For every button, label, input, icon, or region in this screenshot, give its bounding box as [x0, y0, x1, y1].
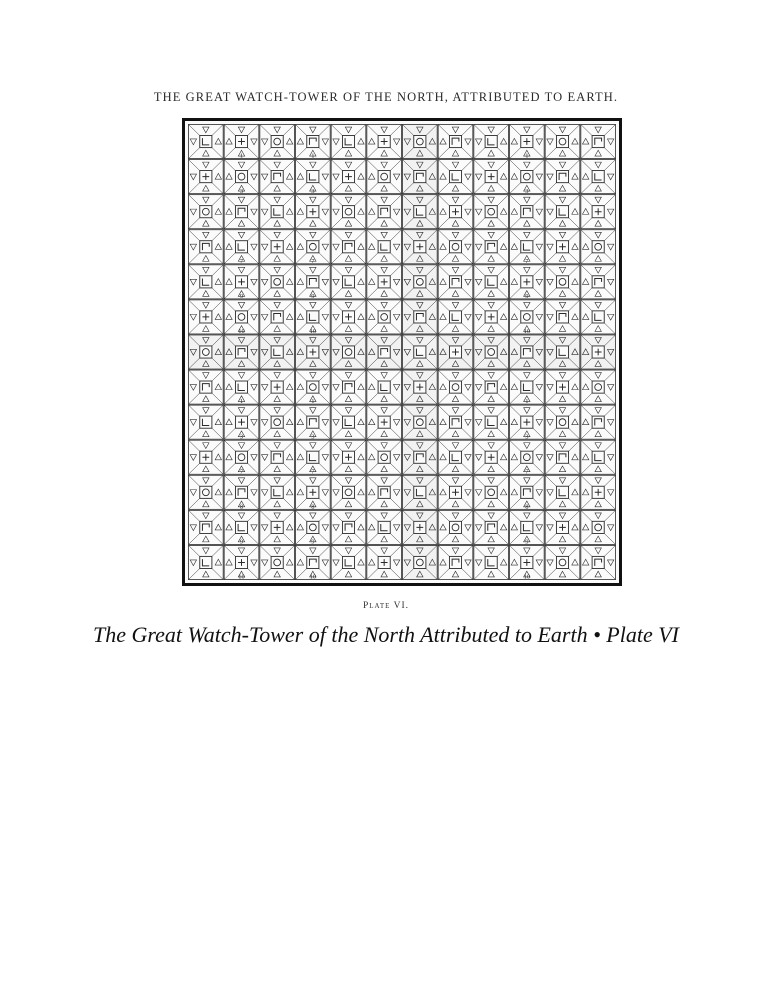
- plate-label: Plate VI.: [363, 601, 409, 611]
- tablet-cell: [402, 440, 438, 475]
- tablet-cell: [545, 510, 581, 545]
- tablet-cell: [580, 370, 616, 405]
- tablet-cell: [473, 194, 509, 229]
- tablet-cell: [224, 334, 260, 369]
- tablet-cell: [259, 264, 295, 299]
- tablet-cell: [259, 475, 295, 510]
- tablet-cell: [331, 194, 367, 229]
- tablet-cell: [438, 475, 474, 510]
- tablet-cell: [366, 440, 402, 475]
- tablet-cell: [366, 545, 402, 580]
- tablet-cell: [331, 159, 367, 194]
- tablet-cell: [438, 334, 474, 369]
- tablet-cell: [259, 440, 295, 475]
- tablet-cell: [366, 299, 402, 334]
- row-number: 3: [525, 433, 529, 441]
- tablet-cell: [331, 334, 367, 369]
- tablet-cell: [402, 299, 438, 334]
- tablet-cell: [545, 440, 581, 475]
- tablet-cell: [580, 159, 616, 194]
- tablet-cell: [366, 475, 402, 510]
- tablet-cell: [473, 124, 509, 159]
- row-number: 9: [239, 292, 244, 300]
- tablet-cell: [188, 440, 224, 475]
- tablet-cell: [580, 124, 616, 159]
- tablet-cell: [473, 475, 509, 510]
- tablet-cell: [259, 124, 295, 159]
- row-number: 8: [525, 503, 529, 511]
- tablet-cell: [188, 405, 224, 440]
- tablet-cell: [438, 124, 474, 159]
- enochian-tablet-grid: [188, 124, 616, 580]
- row-number: 7: [525, 257, 529, 265]
- tablet-cell: [188, 229, 224, 264]
- tablet-cell: [259, 299, 295, 334]
- tablet-cell: [295, 194, 331, 229]
- tablet-cell: [331, 405, 367, 440]
- tablet-cell: [580, 264, 616, 299]
- row-number: 8: [311, 503, 315, 511]
- tablet-cell: [331, 229, 367, 264]
- tablet-cell: [473, 545, 509, 580]
- tablet-cell: [545, 299, 581, 334]
- row-number: 7: [311, 257, 315, 265]
- tablet-cell: [473, 440, 509, 475]
- tablet-cell: [438, 510, 474, 545]
- tablet-cell: [331, 545, 367, 580]
- row-number: 3: [311, 433, 315, 441]
- tablet-cell: [366, 124, 402, 159]
- tablet-cell: [259, 510, 295, 545]
- tablet-cell: [438, 229, 474, 264]
- tablet-cell: [473, 229, 509, 264]
- tablet-cell: [188, 299, 224, 334]
- tablet-frame: [182, 118, 622, 586]
- tablet-cell: [545, 545, 581, 580]
- tablet-cell: [509, 334, 545, 369]
- tablet-cell: [438, 264, 474, 299]
- tablet-cell: [366, 370, 402, 405]
- tablet-cell: [580, 194, 616, 229]
- row-number: 10: [309, 573, 317, 580]
- tablet-cell: [545, 334, 581, 369]
- tablet-cell: [473, 510, 509, 545]
- tablet-cell: [402, 370, 438, 405]
- row-number: 7: [239, 468, 244, 476]
- tablet-cell: [580, 510, 616, 545]
- tablet-cell: [366, 229, 402, 264]
- tablet-cell: [438, 194, 474, 229]
- tablet-cell: [438, 370, 474, 405]
- row-number: 9: [525, 538, 529, 546]
- row-number: 1: [311, 398, 315, 406]
- row-number: 1: [525, 152, 529, 160]
- tablet-cell: [473, 299, 509, 334]
- row-number: 9: [525, 292, 529, 300]
- tablet-cell: [259, 194, 295, 229]
- row-number: 9: [311, 292, 315, 300]
- tablet-cell: [259, 545, 295, 580]
- row-number: 1: [239, 398, 244, 406]
- tablet-cell: [188, 370, 224, 405]
- tablet-cell: [188, 264, 224, 299]
- tablet-cell: [473, 159, 509, 194]
- tablet-cell: [331, 510, 367, 545]
- tablet-cell: [366, 405, 402, 440]
- tablet-cell: [188, 194, 224, 229]
- tablet-cell: [366, 159, 402, 194]
- row-number: 1: [239, 152, 244, 160]
- tablet-cell: [545, 475, 581, 510]
- tablet-cell: [331, 475, 367, 510]
- tablet-cell: [473, 405, 509, 440]
- tablet-cell: [259, 405, 295, 440]
- tablet-cell: [545, 194, 581, 229]
- row-number: 1: [525, 398, 529, 406]
- row-number: 10: [309, 328, 317, 336]
- tablet-cell: [438, 159, 474, 194]
- tablet-cell: [188, 475, 224, 510]
- tablet-cell: [438, 405, 474, 440]
- row-number: 10: [523, 328, 531, 336]
- row-number: 3: [239, 187, 244, 195]
- tablet-cell: [473, 370, 509, 405]
- tablet-cell: [402, 475, 438, 510]
- tablet-cell: [545, 159, 581, 194]
- tablet-cell: [366, 194, 402, 229]
- tablet-cell: [402, 334, 438, 369]
- tablet-cell: [580, 405, 616, 440]
- tablet-cell: [473, 264, 509, 299]
- row-number: 1: [311, 152, 315, 160]
- tablet-cell: [580, 229, 616, 264]
- tablet-cell: [402, 510, 438, 545]
- row-number: 8: [239, 503, 244, 511]
- tablet-cell: [259, 229, 295, 264]
- tablet-cell: [438, 440, 474, 475]
- tablet-cell: [580, 545, 616, 580]
- row-number: 10: [238, 328, 245, 336]
- tablet-cell: [188, 334, 224, 369]
- tablet-cell: [295, 334, 331, 369]
- row-number: 7: [311, 468, 315, 476]
- tablet-cell: [366, 510, 402, 545]
- tablet-cell: [580, 440, 616, 475]
- tablet-cell: [224, 194, 260, 229]
- tablet-cell: [259, 159, 295, 194]
- tablet-cell: [402, 124, 438, 159]
- tablet-cell: [188, 510, 224, 545]
- tablet-cell: [438, 545, 474, 580]
- tablet-cell: [580, 299, 616, 334]
- tablet-cell: [188, 159, 224, 194]
- tablet-cell: [580, 334, 616, 369]
- tablet-cell: [366, 264, 402, 299]
- row-number: 3: [525, 187, 529, 195]
- row-number: 10: [238, 573, 245, 580]
- row-number: 7: [525, 468, 529, 476]
- tablet-cell: [545, 370, 581, 405]
- tablet-cell: [580, 475, 616, 510]
- tablet-cell: [259, 370, 295, 405]
- row-number: 7: [239, 257, 244, 265]
- tablet-cell: [259, 334, 295, 369]
- tablet-cell: [545, 124, 581, 159]
- tablet-cell: [545, 405, 581, 440]
- tablet-cell: [545, 264, 581, 299]
- tablet-cell: [402, 194, 438, 229]
- tablet-cell: [545, 229, 581, 264]
- tablet-cell: [402, 405, 438, 440]
- row-number: 3: [311, 187, 315, 195]
- tablet-cell: [402, 229, 438, 264]
- tablet-cell: [331, 124, 367, 159]
- tablet-cell: [402, 545, 438, 580]
- row-number: 9: [239, 538, 244, 546]
- tablet-cell: [188, 545, 224, 580]
- tablet-cell: [331, 370, 367, 405]
- tablet-cell: [402, 264, 438, 299]
- tablet-cell: [366, 334, 402, 369]
- tablet-cell: [509, 194, 545, 229]
- tablet-cell: [438, 299, 474, 334]
- row-number: 3: [239, 433, 244, 441]
- tablet-cell: [402, 159, 438, 194]
- row-number: 9: [311, 538, 315, 546]
- plate-heading: THE GREAT WATCH-TOWER OF THE NORTH, ATTRIBUTED TO EARTH.: [153, 90, 619, 104]
- page-caption: The Great Watch-Tower of the North Attributed to Earth • Plate VI: [92, 622, 679, 647]
- tablet-cell: [331, 299, 367, 334]
- tablet-cell: [188, 124, 224, 159]
- tablet-cell: [473, 334, 509, 369]
- row-number: 10: [523, 573, 531, 580]
- tablet-cell: [331, 264, 367, 299]
- tablet-cell: [331, 440, 367, 475]
